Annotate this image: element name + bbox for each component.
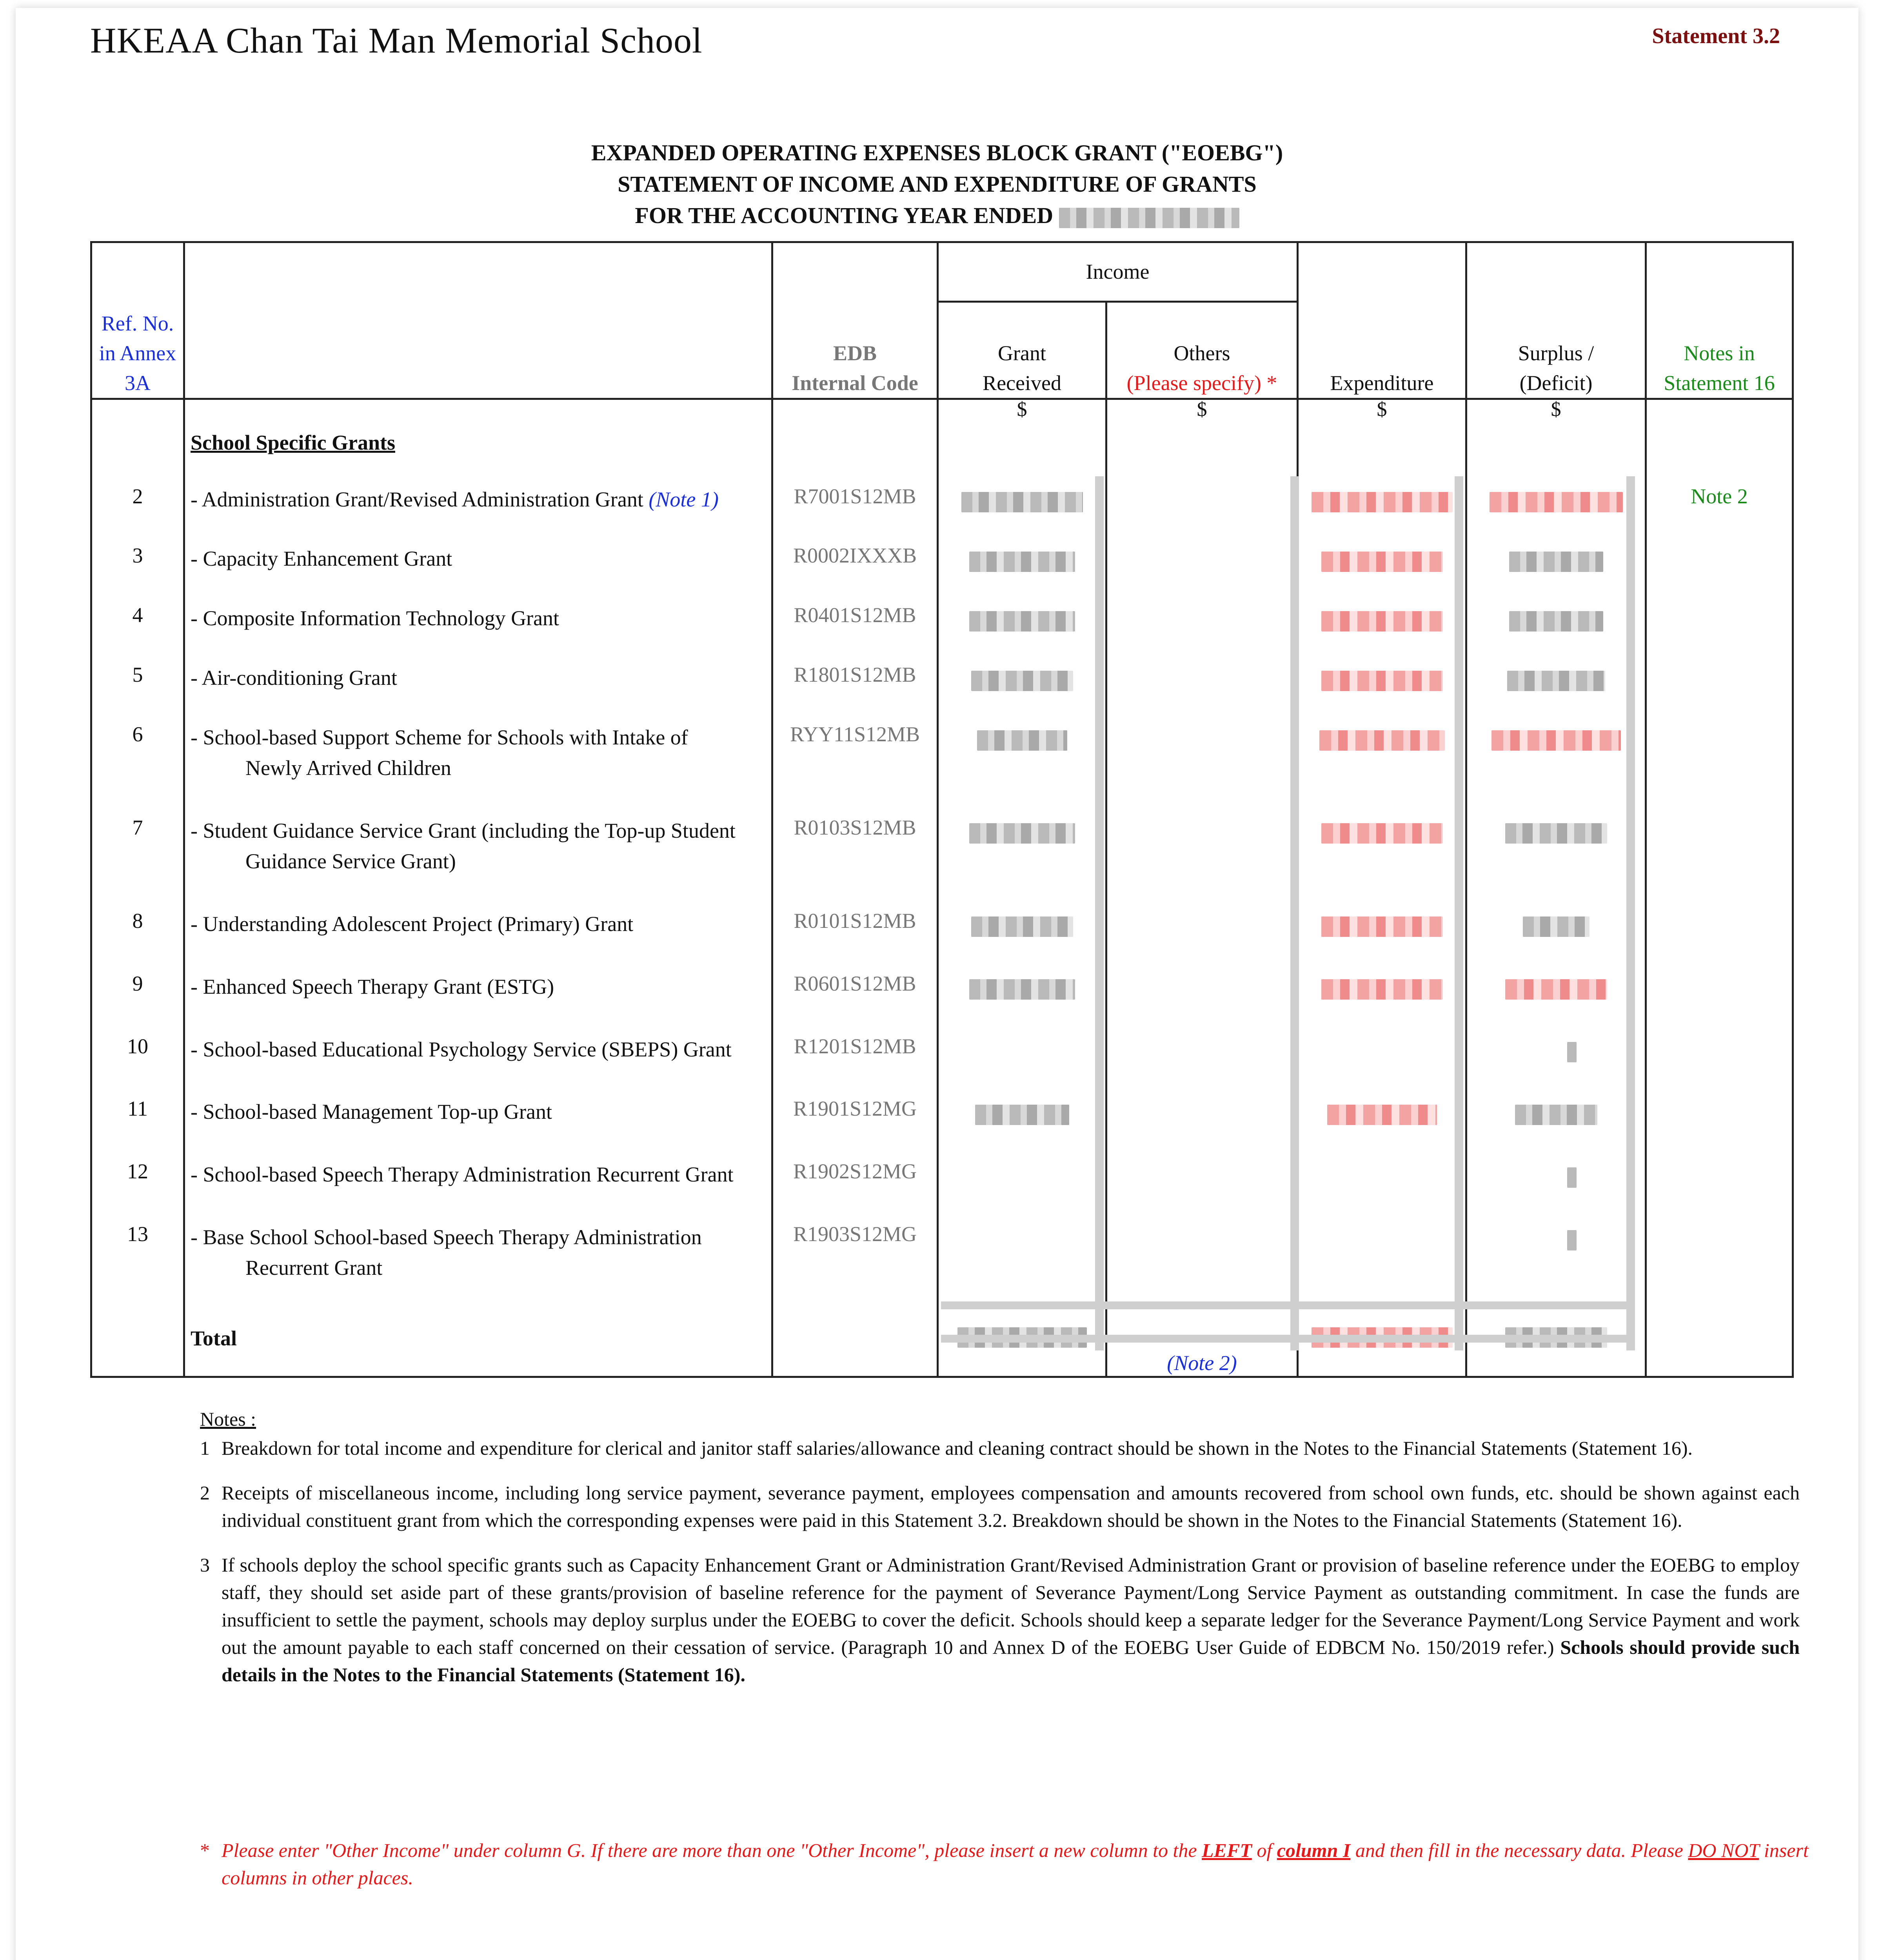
table-row: 8 - Understanding Adolescent Project (Primary) Grant R0101S12MB [91,899,1793,962]
note-item: 2 Receipts of miscellaneous income, including long service payment, severance payment, employees compensation and amounts recovered from school own funds, etc. should be shown against each individual constituent grant from which the corresponding expenses were paid in this Statement 3.2. Breakdown should be shown in the Notes to the Financial Statements (Statement 16). [200,1482,1800,1531]
redacted-value [1491,730,1621,751]
table-row: 10 - School-based Educational Psychology Service (SBEPS) Grant R1201S12MB [91,1024,1793,1087]
col-header-ref: Ref. No. in Annex 3A [91,242,184,399]
redacted-value [1490,492,1623,512]
column-divider [1095,476,1104,1350]
col-header-edb-code: EDB Internal Code [772,242,938,399]
redacted-value [1321,671,1443,691]
redacted-value [1509,552,1603,572]
redacted-value [1567,1230,1577,1250]
redacted-value [1505,823,1607,844]
note-item: 1 Breakdown for total income and expenditure for clerical and janitor staff salaries/allowance and cleaning contract should be shown in the Notes to the Financial Statements (Statement 16). [200,1437,1693,1459]
redacted-value [1321,979,1443,1000]
footnote-other-income: * Please enter "Other Income" under column G. If there are more than one "Other Income", please insert a new column to the LEFT of column I and then fill in the necessary data. Please DO NOT insert columns in other places. [200,1839,1809,1889]
table-row: 11 - School-based Management Top-up Grant R1901S12MG [91,1087,1793,1149]
redacted-value [1312,492,1453,512]
table-row: 7 - Student Guidance Service Grant (including the Top-up Student Guidance Service Grant) R0103S12MB [91,806,1793,899]
note-item: 3 If schools deploy the school specific grants such as Capacity Enhancement Grant or Administration Grant/Revised Administration Grant or provision of baseline reference under the EOEBG to employ staff, they should set aside part of these grants/provision of baseline reference for the payment of Severance Payment/Long Service Payment as outstanding commitment. In case the funds are insufficient to settle the payment, schools may deploy surplus under the EOEBG to cover the deficit. Schools should keep a separate ledger for the Severance Payment/Long Service Payment and work out the amount payable to each staff concerned on their cessation of service. (Paragraph 10 and Annex D of the EOEBG User Guide of EDBCM No. 150/2019 refer.) Schools should provide such details in the Notes to the Financial Statements (Statement 16). [200,1554,1800,1686]
notes-title: Notes : [200,1408,256,1430]
redacted-date [1059,208,1239,228]
table-row: 9 - Enhanced Speech Therapy Grant (ESTG) R0601S12MB [91,962,1793,1024]
column-divider [1455,476,1463,1350]
table-row: 12 - School-based Speech Therapy Administration Recurrent Grant R1902S12MG [91,1149,1793,1212]
currency-expenditure: $ [1298,399,1466,474]
table-row: 2 - Administration Grant/Revised Administration Grant (Note 1) R7001S12MB Note 2 [91,474,1793,534]
table-row: 5 - Air-conditioning Grant R1801S12MB [91,653,1793,712]
redacted-value [1321,611,1443,632]
redacted-value [1507,671,1605,691]
redacted-value [971,916,1073,937]
redacted-value [971,671,1073,691]
statement-number: Statement 3.2 [1652,24,1780,48]
table-row: 3 - Capacity Enhancement Grant R0002IXXXB [91,534,1793,593]
notes-section [200,1405,1800,1688]
column-divider [1290,476,1299,1350]
redacted-value [1509,611,1603,632]
col-header-income: Income [938,242,1298,302]
title-line-2: STATEMENT OF INCOME AND EXPENDITURE OF GRANTS [618,171,1257,197]
col-header-expenditure: Expenditure [1298,242,1466,399]
section-title: School Specific Grants [184,399,772,474]
redacted-value [977,730,1067,751]
redacted-value [1327,1105,1437,1125]
school-name: HKEAA Chan Tai Man Memorial School [90,20,703,60]
redacted-value [1505,979,1607,1000]
redacted-value [1523,916,1590,937]
table-row: 6 - School-based Support Scheme for Schools with Intake of Newly Arrived Children RYY11S12MB [91,712,1793,806]
redacted-value [969,552,1075,572]
column-divider [1626,476,1635,1350]
redacted-value [961,492,1083,512]
total-underline [941,1301,1635,1309]
col-header-notes: Notes in Statement 16 [1646,242,1793,399]
title-line-1: EXPANDED OPERATING EXPENSES BLOCK GRANT ("EOEBG") [591,140,1283,165]
col-header-grant-received: Grant Received [938,301,1106,399]
redacted-value [1515,1105,1597,1125]
col-header-surplus: Surplus / (Deficit) [1466,242,1646,399]
total-underline [941,1335,1635,1343]
col-header-description [184,242,772,399]
grants-table [90,241,1794,1378]
redacted-value [1319,730,1445,751]
redacted-value [975,1105,1069,1125]
redacted-value [1567,1167,1577,1188]
currency-surplus: $ [1466,399,1646,474]
redacted-value [1567,1042,1577,1062]
table-row: 4 - Composite Information Technology Grant R0401S12MB [91,593,1793,653]
title-line-3-text: FOR THE ACCOUNTING YEAR ENDED [635,203,1054,228]
redacted-value [969,823,1075,844]
redacted-value [1321,823,1443,844]
statement-title [16,137,1858,231]
redacted-value [969,611,1075,632]
col-header-others: Others (Please specify) * [1106,301,1298,399]
statement-page [16,8,1858,1960]
table-row: 13 - Base School School-based Speech Therapy Administration Recurrent Grant R1903S12MG [91,1212,1793,1305]
currency-grant: $ [938,399,1106,474]
redacted-value [969,979,1075,1000]
title-line-3 [16,200,1858,231]
total-row: Total (Note 2) [91,1305,1793,1377]
total-note: (Note 2) [1106,1305,1298,1377]
redacted-value [1321,552,1443,572]
currency-others: $ [1106,399,1298,474]
redacted-value [1321,916,1443,937]
